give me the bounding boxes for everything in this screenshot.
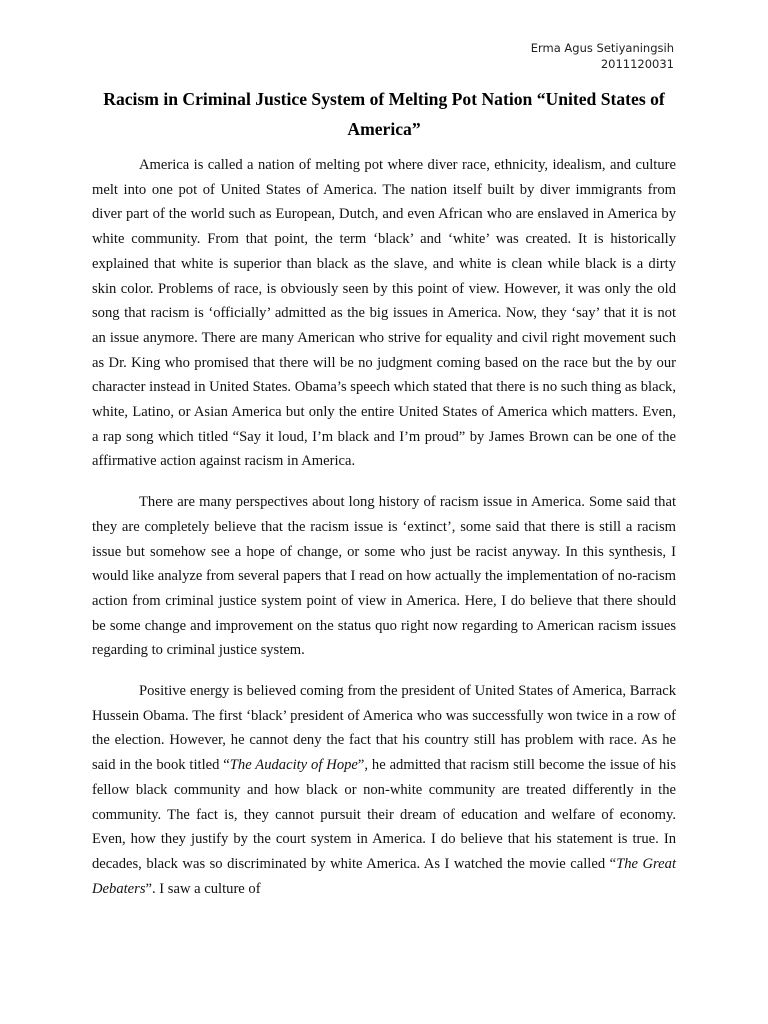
paragraph-1 <box>92 153 676 474</box>
student-id: 2011120031 <box>600 57 674 71</box>
document-title: Racism in Criminal Justice System of Melting Pot Nation “United States of America” <box>103 89 665 139</box>
movie-title: The Great Debaters <box>92 855 677 897</box>
paragraph-3-text-b: ”, he admitted that racism still become the issue of his fellow black community and how black or non-white community are treated differently in the community. The fact is, they cannot pursuit their dream of education and welfare of economy. Even, how they justify by the court system in America. I do believe that his statement is true. In decades, black was so discriminated by white America. As I watched the movie called “ <box>92 757 676 872</box>
paragraph-3 <box>92 679 676 901</box>
author-header <box>531 40 674 72</box>
author-name: Erma Agus Setiyaningsih <box>530 41 674 55</box>
paragraph-1-text: America is called a nation of melting pot where diver race, ethnicity, idealism, and culture melt into one pot of United States of America. The nation itself built by diver immigrants from diver part of the world such as European, Dutch, and even African who are enslaved in America by white community. From that point, the term ‘black’ and ‘white’ was created. It is historically explained that white is superior than black as the slave, and white is clean while black is a dirty skin color. Problems of race, is obviously seen by this point of view. However, it was only the old song that racism is ‘officially’ admitted as the big issues in America. Now, they ‘say’ that it is not an issue anymore. There are many American who strive for equality and civil right movement such as Dr. King who promised that there will be no judgment coming based on the race but the by our character instead in United States. Obama’s speech which stated that there is no such thing as black, white, Latino, or Asian America but only the entire United States of America which matters. Even, a rap song which titled “Say it loud, I’m black and I’m proud” by James Brown can be one of the affirmative action against racism in America. <box>92 157 676 470</box>
paragraph-3-text-c: ”. I saw a culture of <box>145 880 261 897</box>
paragraph-2 <box>92 490 676 663</box>
paragraph-3-text-a: Positive energy is believed coming from the president of United States of America, Barrack Hussein Obama. The first ‘black’ president of America who was successfully won twice in a row of the election. However, he cannot deny the fact that his country still has problem with race. As he said in the book titled “ <box>92 683 676 774</box>
document-body <box>92 153 676 917</box>
book-title: The Audacity of Hope <box>229 757 358 774</box>
paragraph-2-text: There are many perspectives about long history of racism issue in America. Some said that they are completely believe that the racism issue is ‘extinct’, some said that there is still a racism issue but somehow see a hope of change, or some who just be racist anyway. In this synthesis, I would like analyze from several papers that I read on how actually the implementation of no-racism action from criminal justice system point of view in America. Here, I do believe that there should be some change and improvement on the status quo right now regarding to American racism issues regarding to criminal justice system. <box>92 494 676 659</box>
